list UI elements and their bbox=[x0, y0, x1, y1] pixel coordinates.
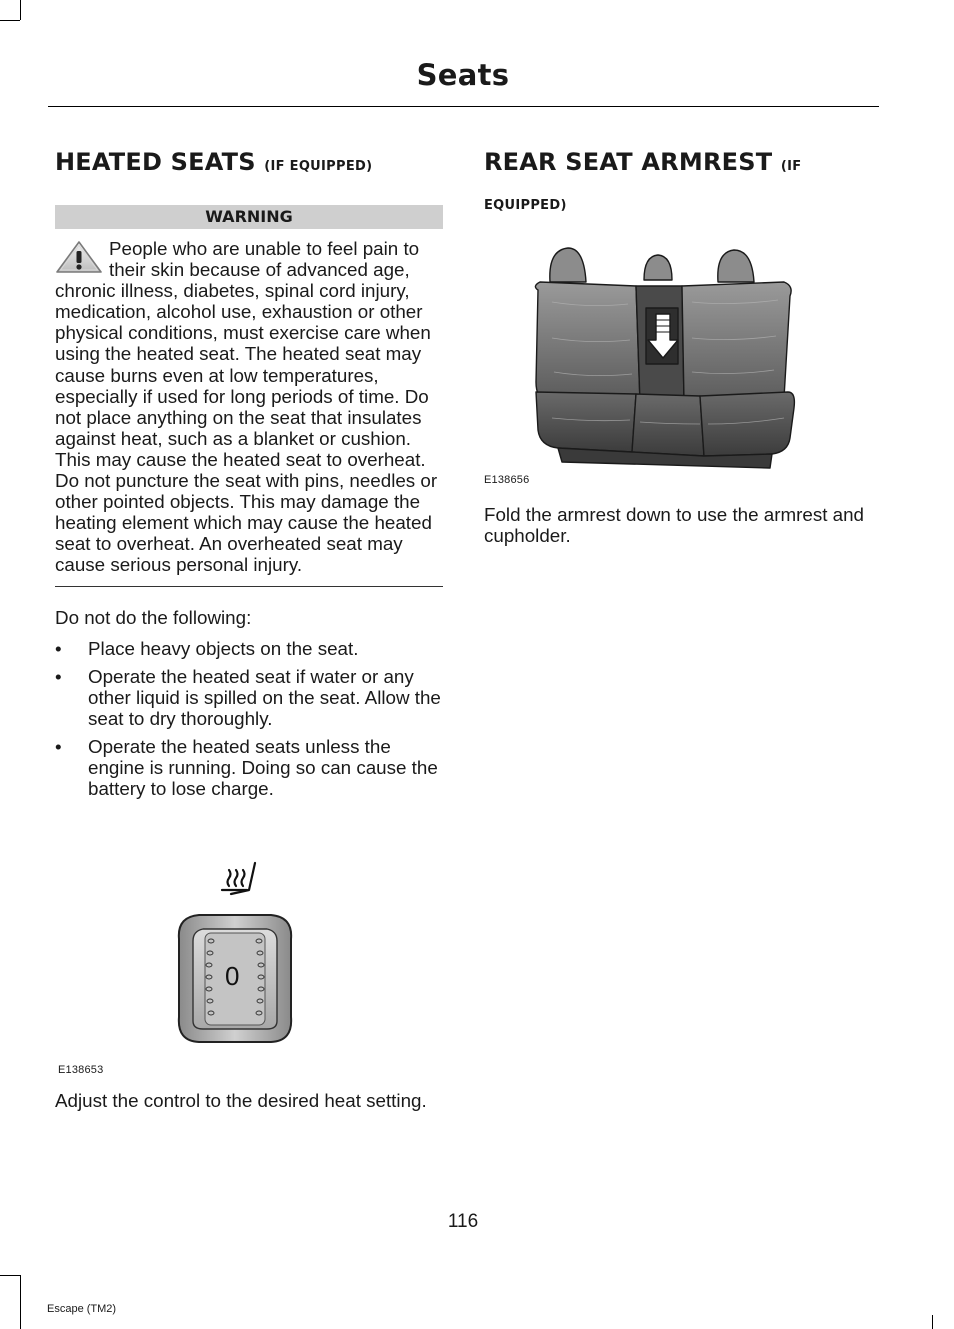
rear-seat-armrest-illustration-icon bbox=[532, 242, 802, 474]
heading-main: REAR SEAT ARMREST bbox=[484, 148, 773, 176]
list-item-text: Place heavy objects on the seat. bbox=[88, 637, 359, 659]
warning-triangle-icon bbox=[55, 240, 103, 274]
heading-suffix: (IF EQUIPPED) bbox=[264, 159, 373, 174]
page-number: 116 bbox=[447, 1211, 479, 1232]
warning-box bbox=[55, 238, 443, 576]
crop-mark bbox=[20, 1275, 21, 1329]
page-title: Seats bbox=[416, 58, 510, 92]
warning-text: People who are unable to feel pain to their skin because of advanced age, chronic illness, diabetes, spinal cord injury, medication, alcohol use, exhaustion or other physical conditions, must exercise care when using the heated seat. The heated seat may cause burns even at low temperatures, especially if used for long periods of time. Do not place anything on the seat that insulates against heat, such as a blanket or cushion. This may cause the heated seat to overheat. Do not puncture the seat with pins, needles or other pointed objects. This may damage the heating element which may cause the heated seat to overheat. An overheated seat may cause serious personal injury. bbox=[55, 238, 438, 576]
section-heading-rear-seat-armrest bbox=[484, 145, 880, 223]
header-rule bbox=[48, 106, 879, 107]
crop-mark bbox=[0, 1275, 20, 1276]
list-item-text: Operate the heated seats unless the engine is running. Doing so can cause the battery to lose charge. bbox=[88, 735, 438, 800]
right-column bbox=[484, 145, 880, 547]
intro-text: Do not do the following: bbox=[55, 606, 252, 628]
do-not-list bbox=[55, 638, 443, 800]
list-bullet: • bbox=[55, 637, 62, 659]
warning-label: WARNING bbox=[55, 205, 443, 229]
list-item bbox=[55, 638, 443, 659]
list-item bbox=[55, 666, 443, 729]
rear-seat-figure bbox=[484, 240, 880, 490]
left-column bbox=[55, 145, 443, 1111]
crop-mark bbox=[0, 20, 20, 21]
figure-code: E138656 bbox=[484, 474, 530, 486]
adjust-text: Adjust the control to the desired heat setting. bbox=[55, 1090, 427, 1111]
heated-seat-icon bbox=[217, 860, 261, 904]
heading-suffix: (IF EQUIPPED) bbox=[484, 159, 802, 213]
armrest-text: Fold the armrest down to use the armrest and cupholder. bbox=[484, 504, 864, 547]
figure-code: E138653 bbox=[58, 1064, 104, 1076]
footer-model: Escape (TM2) bbox=[47, 1303, 117, 1315]
section-heading-heated-seats bbox=[55, 145, 443, 184]
dial-value: 0 bbox=[225, 961, 240, 991]
list-item bbox=[55, 736, 443, 799]
crop-mark bbox=[20, 0, 21, 20]
warning-divider bbox=[55, 586, 443, 587]
list-item-text: Operate the heated seat if water or any other liquid is spilled on the seat. Allow the seat to dry thoroughly. bbox=[88, 665, 441, 729]
heated-seat-control-figure bbox=[55, 853, 443, 1103]
list-bullet: • bbox=[55, 665, 62, 687]
crop-mark bbox=[932, 1315, 933, 1329]
list-bullet: • bbox=[55, 735, 62, 757]
heading-main: HEATED SEATS bbox=[55, 148, 256, 176]
